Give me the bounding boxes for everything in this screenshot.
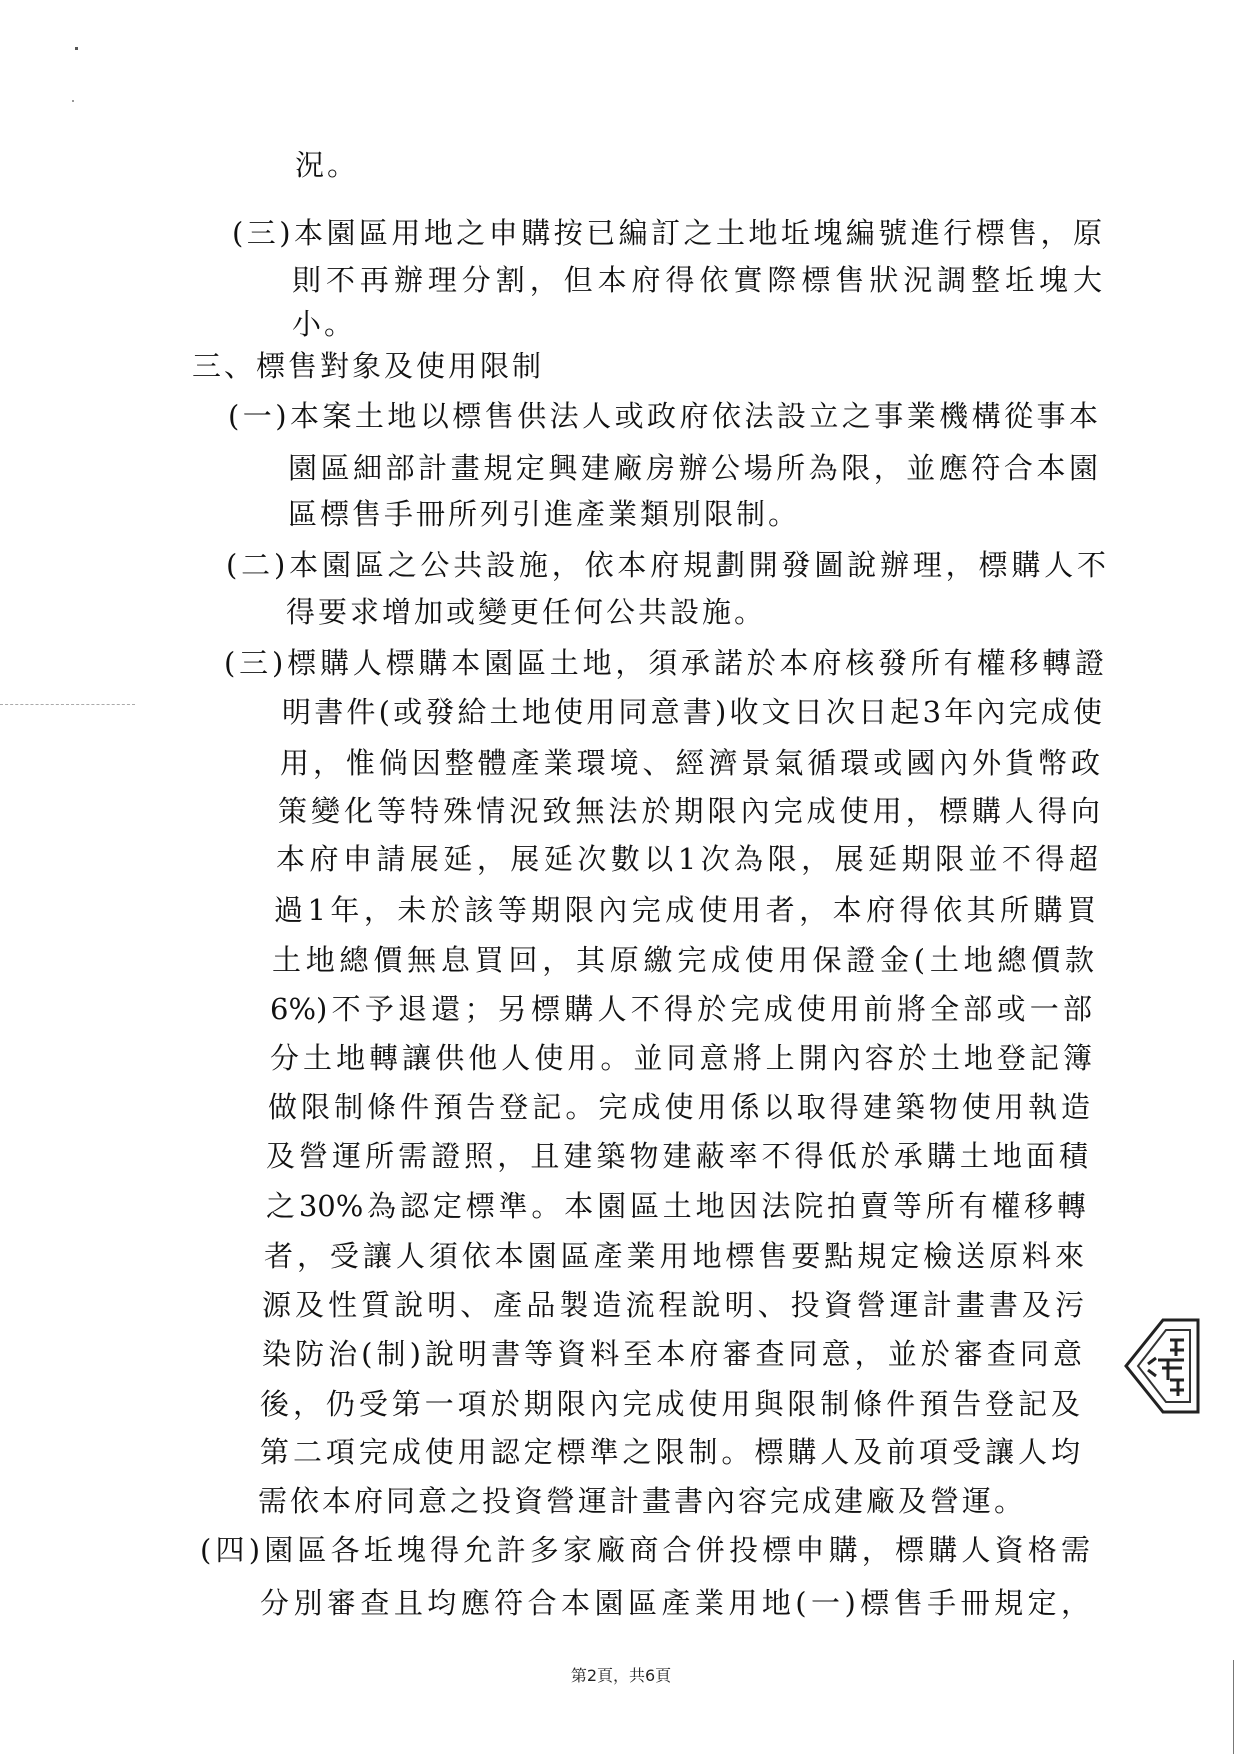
text-line: (三)標購人標購本園區土地，須承諾於本府核發所有權移轉證	[224, 646, 1104, 680]
text-line: 需依本府同意之投資營運計畫書內容完成建廠及營運。	[258, 1484, 1027, 1518]
text-line: 則不再辦理分割，但本府得依實際標售狀況調整坵塊大	[292, 263, 1102, 297]
text-line: 後，仍受第一項於期限內完成使用與限制條件預告登記及	[260, 1387, 1080, 1421]
seal-stamp-icon	[1118, 1318, 1200, 1414]
text-line: 用，惟倘因整體產業環境、經濟景氣循環或國內外貨幣政	[280, 746, 1100, 780]
text-line: 況。	[295, 148, 360, 182]
text-line: 第二項完成使用認定標準之限制。標購人及前項受讓人均	[260, 1435, 1080, 1469]
text-line: 策變化等特殊情況致無法於期限內完成使用，標購人得向	[278, 794, 1100, 828]
text-line: 染防治(制)說明書等資料至本府審查同意，並於審查同意	[262, 1337, 1082, 1371]
text-line: 小。	[292, 307, 357, 341]
text-line: 分別審查且均應符合本園區產業用地(一)標售手冊規定，	[260, 1586, 1090, 1620]
text-line: 得要求增加或變更任何公共設施。	[286, 595, 767, 629]
scan-dot	[72, 100, 74, 102]
text-line: 本府申請展延，展延次數以1次為限，展延期限並不得超	[276, 842, 1098, 876]
text-line: (二)本園區之公共設施，依本府規劃開發圖說辦理，標購人不	[226, 548, 1106, 582]
text-line: 園區細部計畫規定興建廠房辦公場所為限，並應符合本園	[288, 451, 1098, 485]
text-line: 過1年，未於該等期限內完成使用者，本府得依其所購買	[274, 893, 1096, 927]
text-line: 及營運所需證照，且建築物建蔽率不得低於承購土地面積	[266, 1139, 1088, 1173]
section-heading: 三、標售對象及使用限制	[192, 349, 545, 383]
scan-dot	[75, 47, 78, 50]
text-line: (一)本案土地以標售供法人或政府依法設立之事業機構從事本	[228, 399, 1098, 433]
text-line: 源及性質說明、產品製造流程說明、投資營運計畫書及污	[262, 1288, 1084, 1322]
text-line: 者，受讓人須依本園區產業用地標售要點規定檢送原料來	[264, 1239, 1084, 1273]
text-line: 土地總價無息買回，其原繳完成使用保證金(土地總價款	[272, 943, 1094, 977]
scan-dash-line	[0, 704, 135, 705]
text-line: 分土地轉讓供他人使用。並同意將上開內容於土地登記簿	[270, 1041, 1092, 1075]
text-line: 區標售手冊所列引進產業類別限制。	[288, 497, 801, 531]
text-line: 6%)不予退還；另標購人不得於完成使用前將全部或一部	[270, 992, 1092, 1026]
page-number: 第2頁，共6頁	[570, 1666, 672, 1685]
text-line: (三)本園區用地之申購按已編訂之土地坵塊編號進行標售，原	[232, 216, 1102, 250]
text-line: 之30%為認定標準。本園區土地因法院拍賣等所有權移轉	[266, 1189, 1086, 1223]
text-line: (四)園區各坵塊得允許多家廠商合併投標申購，標購人資格需	[200, 1533, 1090, 1567]
text-line: 明書件(或發給土地使用同意書)收文日次日起3年內完成使	[282, 695, 1102, 729]
text-line: 做限制條件預告登記。完成使用係以取得建築物使用執造	[268, 1090, 1090, 1124]
